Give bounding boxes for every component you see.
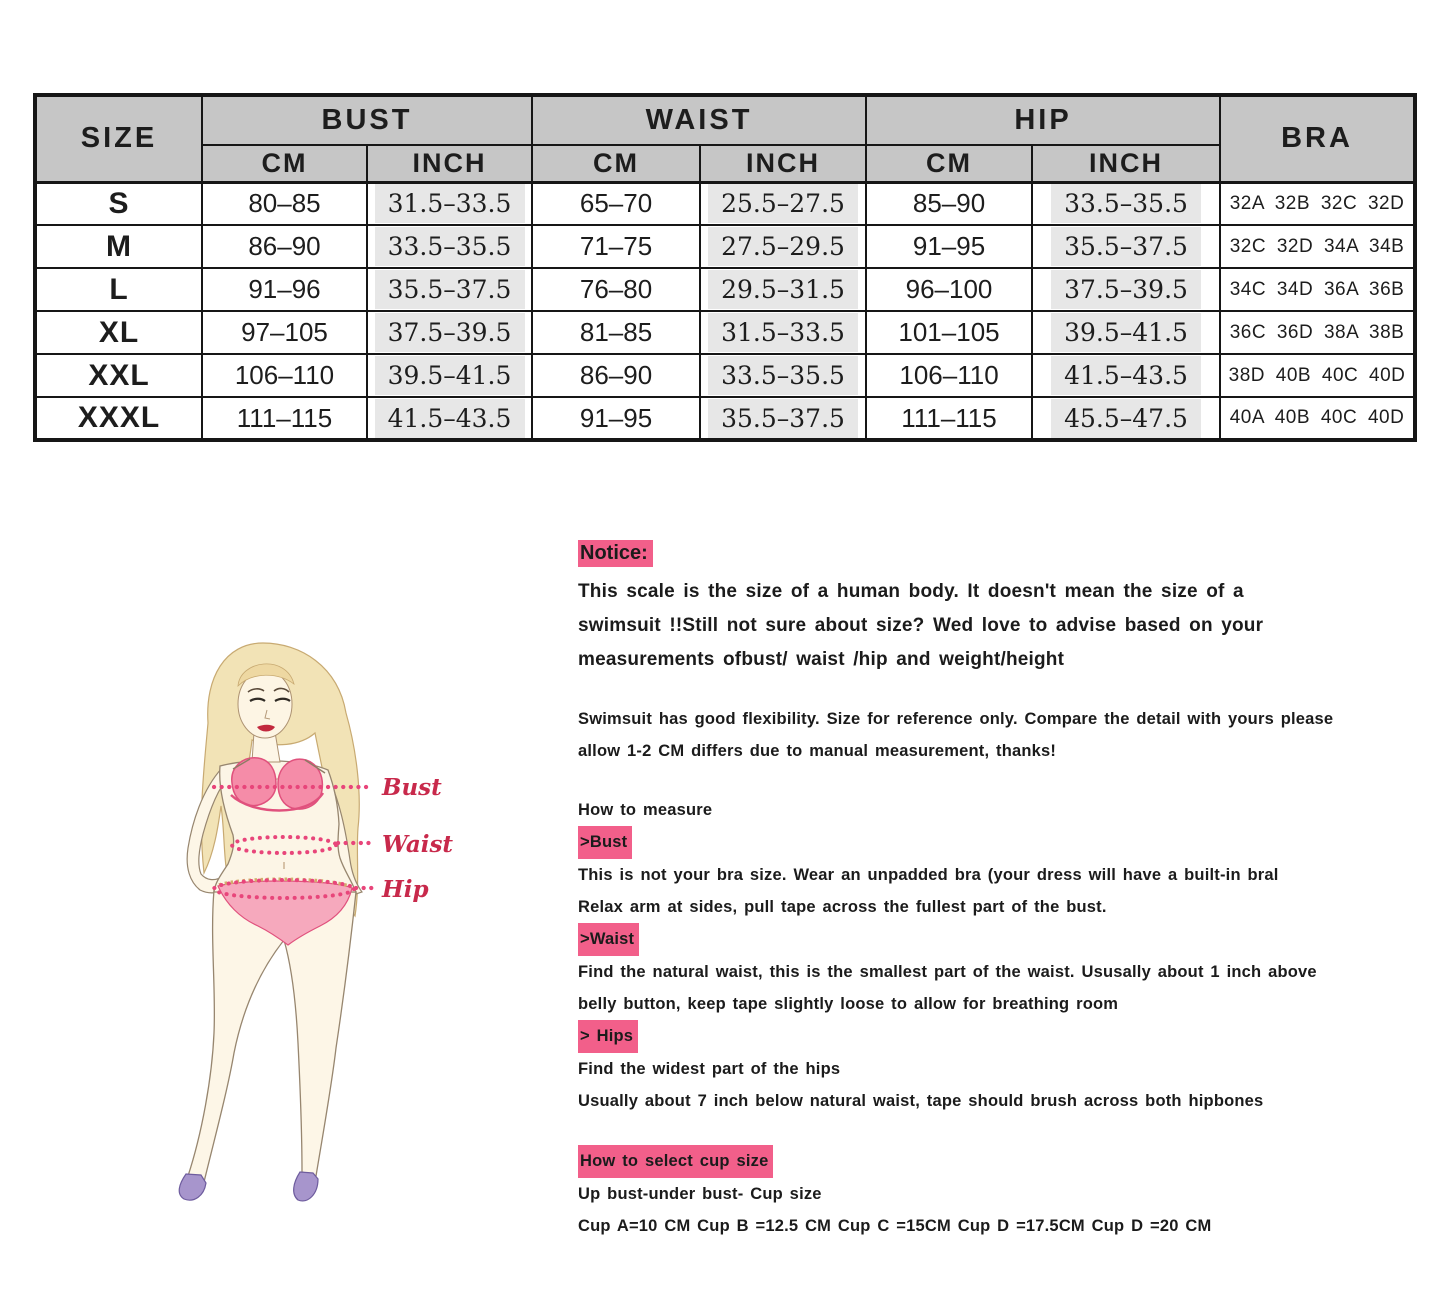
cell-size: XXXL bbox=[35, 397, 202, 440]
shaded-value: 33.5–35.5 bbox=[375, 227, 525, 266]
cell-bust-inch bbox=[367, 397, 532, 440]
cell-waist-cm: 86–90 bbox=[532, 354, 700, 397]
bust-label: Bust bbox=[382, 774, 442, 801]
flexibility-line: allow 1-2 CM differs due to manual measurement, thanks! bbox=[578, 742, 1057, 760]
cell-hip-cm: 106–110 bbox=[866, 354, 1032, 397]
cell-hip-cm: 111–115 bbox=[866, 397, 1032, 440]
cell-hip-cm: 101–105 bbox=[866, 311, 1032, 354]
cell-hip-inch bbox=[1032, 397, 1220, 440]
figure-left-shoe bbox=[179, 1174, 206, 1200]
shaded-value: 35.5–37.5 bbox=[708, 399, 858, 438]
cell-hip-inch bbox=[1032, 225, 1220, 268]
cup-size-heading-text: How to select cup size bbox=[578, 1145, 773, 1178]
waist-heading-text: >Waist bbox=[578, 923, 639, 956]
size-row-xl bbox=[35, 311, 1415, 354]
size-chart-section bbox=[33, 93, 1417, 442]
cell-bust-inch bbox=[367, 268, 532, 311]
figure-sketch-svg bbox=[100, 628, 480, 1243]
hips-heading-text: > Hips bbox=[578, 1020, 638, 1053]
cell-bra: 40A 40B 40C 40D bbox=[1220, 397, 1415, 440]
cup-size-line: Cup A=10 CM Cup B =12.5 CM Cup C =15CM Cup D =17.5CM Cup D =20 CM bbox=[578, 1217, 1212, 1235]
cell-waist-cm: 91–95 bbox=[532, 397, 700, 440]
waist-instruction-line: Find the natural waist, this is the smallest part of the waist. Ususally about 1 inch above bbox=[578, 963, 1317, 981]
col-header-size: SIZE bbox=[35, 95, 202, 182]
shaded-value: 39.5–41.5 bbox=[375, 356, 525, 395]
size-row-l bbox=[35, 268, 1415, 311]
cell-size: L bbox=[35, 268, 202, 311]
notice-line: measurements ofbust/ waist /hip and weight/height bbox=[578, 649, 1065, 670]
cell-bra: 32C 32D 34A 34B bbox=[1220, 225, 1415, 268]
spacer bbox=[578, 767, 1433, 794]
cell-bra: 38D 40B 40C 40D bbox=[1220, 354, 1415, 397]
cell-hip-inch bbox=[1032, 354, 1220, 397]
col-header-hip: HIP bbox=[866, 95, 1220, 145]
cell-waist-inch bbox=[700, 225, 866, 268]
cell-waist-inch bbox=[700, 311, 866, 354]
shaded-value: 41.5–43.5 bbox=[375, 399, 525, 438]
bust-heading bbox=[578, 826, 1433, 859]
shaded-value: 25.5–27.5 bbox=[708, 184, 858, 223]
subcol-bust-cm: CM bbox=[202, 145, 367, 182]
cell-waist-cm: 71–75 bbox=[532, 225, 700, 268]
cell-size: XXL bbox=[35, 354, 202, 397]
bust-instruction-line: This is not your bra size. Wear an unpadded bra (your dress will have a built-in bral bbox=[578, 866, 1279, 884]
cell-hip-cm: 96–100 bbox=[866, 268, 1032, 311]
hip-label: Hip bbox=[382, 876, 429, 903]
size-chart-table bbox=[33, 93, 1417, 442]
bust-instruction-line: Relax arm at sides, pull tape across the fullest part of the bust. bbox=[578, 898, 1107, 916]
col-header-waist: WAIST bbox=[532, 95, 866, 145]
shaded-value: 45.5–47.5 bbox=[1051, 399, 1201, 438]
subcol-waist-inch: INCH bbox=[700, 145, 866, 182]
col-header-bust: BUST bbox=[202, 95, 532, 145]
spacer bbox=[578, 677, 1433, 703]
subcol-hip-cm: CM bbox=[866, 145, 1032, 182]
size-row-s bbox=[35, 182, 1415, 225]
shaded-value: 37.5–39.5 bbox=[375, 313, 525, 352]
hips-heading bbox=[578, 1020, 1433, 1053]
cell-hip-inch bbox=[1032, 268, 1220, 311]
shaded-value: 37.5–39.5 bbox=[1051, 270, 1201, 309]
cell-waist-inch bbox=[700, 268, 866, 311]
cell-waist-cm: 81–85 bbox=[532, 311, 700, 354]
cell-size: S bbox=[35, 182, 202, 225]
cell-bust-inch bbox=[367, 354, 532, 397]
shaded-value: 27.5–29.5 bbox=[708, 227, 858, 266]
shaded-value: 29.5–31.5 bbox=[708, 270, 858, 309]
notice-heading-text: Notice: bbox=[578, 540, 653, 567]
cell-bust-cm: 106–110 bbox=[202, 354, 367, 397]
size-row-m bbox=[35, 225, 1415, 268]
cell-size: XL bbox=[35, 311, 202, 354]
waist-label: Waist bbox=[382, 831, 454, 858]
cell-waist-inch bbox=[700, 182, 866, 225]
cell-bust-inch bbox=[367, 311, 532, 354]
shaded-value: 31.5–33.5 bbox=[708, 313, 858, 352]
cell-bust-cm: 97–105 bbox=[202, 311, 367, 354]
cell-bust-inch bbox=[367, 225, 532, 268]
col-header-bra: BRA bbox=[1220, 95, 1415, 182]
how-to-measure-heading: How to measure bbox=[578, 801, 713, 819]
cell-bust-inch bbox=[367, 182, 532, 225]
notice-panel bbox=[578, 540, 1433, 1242]
notice-line: This scale is the size of a human body. It doesn't mean the size of a bbox=[578, 581, 1244, 602]
cell-waist-inch bbox=[700, 397, 866, 440]
flexibility-line: Swimsuit has good flexibility. Size for reference only. Compare the detail with yours please bbox=[578, 710, 1334, 728]
hips-instruction-line: Find the widest part of the hips bbox=[578, 1060, 841, 1078]
subcol-waist-cm: CM bbox=[532, 145, 700, 182]
measurement-figure-illustration bbox=[100, 628, 480, 1243]
spacer bbox=[578, 1117, 1433, 1145]
shaded-value: 31.5–33.5 bbox=[375, 184, 525, 223]
size-row-xxl bbox=[35, 354, 1415, 397]
shaded-value: 41.5–43.5 bbox=[1051, 356, 1201, 395]
figure-bra-left-cup bbox=[232, 758, 276, 806]
cell-bra: 34C 34D 36A 36B bbox=[1220, 268, 1415, 311]
cell-waist-cm: 65–70 bbox=[532, 182, 700, 225]
waist-heading bbox=[578, 923, 1433, 956]
shaded-value: 33.5–35.5 bbox=[708, 356, 858, 395]
cell-hip-cm: 85–90 bbox=[866, 182, 1032, 225]
cup-size-line: Up bust-under bust- Cup size bbox=[578, 1185, 822, 1203]
notice-line: swimsuit !!Still not sure about size? Wed love to advise based on your bbox=[578, 615, 1264, 636]
cell-size: M bbox=[35, 225, 202, 268]
cup-size-heading bbox=[578, 1145, 1433, 1178]
notice-heading bbox=[578, 540, 1433, 567]
cell-bust-cm: 91–96 bbox=[202, 268, 367, 311]
size-row-xxxl bbox=[35, 397, 1415, 440]
waist-instruction-line: belly button, keep tape slightly loose to allow for breathing room bbox=[578, 995, 1119, 1013]
cell-bust-cm: 86–90 bbox=[202, 225, 367, 268]
cell-hip-inch bbox=[1032, 182, 1220, 225]
subcol-hip-inch: INCH bbox=[1032, 145, 1220, 182]
cell-waist-inch bbox=[700, 354, 866, 397]
cell-hip-inch bbox=[1032, 311, 1220, 354]
shaded-value: 35.5–37.5 bbox=[1051, 227, 1201, 266]
shaded-value: 33.5–35.5 bbox=[1051, 184, 1201, 223]
hips-instruction-line: Usually about 7 inch below natural waist, tape should brush across both hipbones bbox=[578, 1092, 1264, 1110]
shaded-value: 35.5–37.5 bbox=[375, 270, 525, 309]
cell-hip-cm: 91–95 bbox=[866, 225, 1032, 268]
cell-bra: 32A 32B 32C 32D bbox=[1220, 182, 1415, 225]
figure-right-shoe bbox=[294, 1172, 318, 1201]
shaded-value: 39.5–41.5 bbox=[1051, 313, 1201, 352]
cell-bra: 36C 36D 38A 38B bbox=[1220, 311, 1415, 354]
cell-bust-cm: 111–115 bbox=[202, 397, 367, 440]
cell-bust-cm: 80–85 bbox=[202, 182, 367, 225]
cell-waist-cm: 76–80 bbox=[532, 268, 700, 311]
bust-heading-text: >Bust bbox=[578, 826, 632, 859]
subcol-bust-inch: INCH bbox=[367, 145, 532, 182]
